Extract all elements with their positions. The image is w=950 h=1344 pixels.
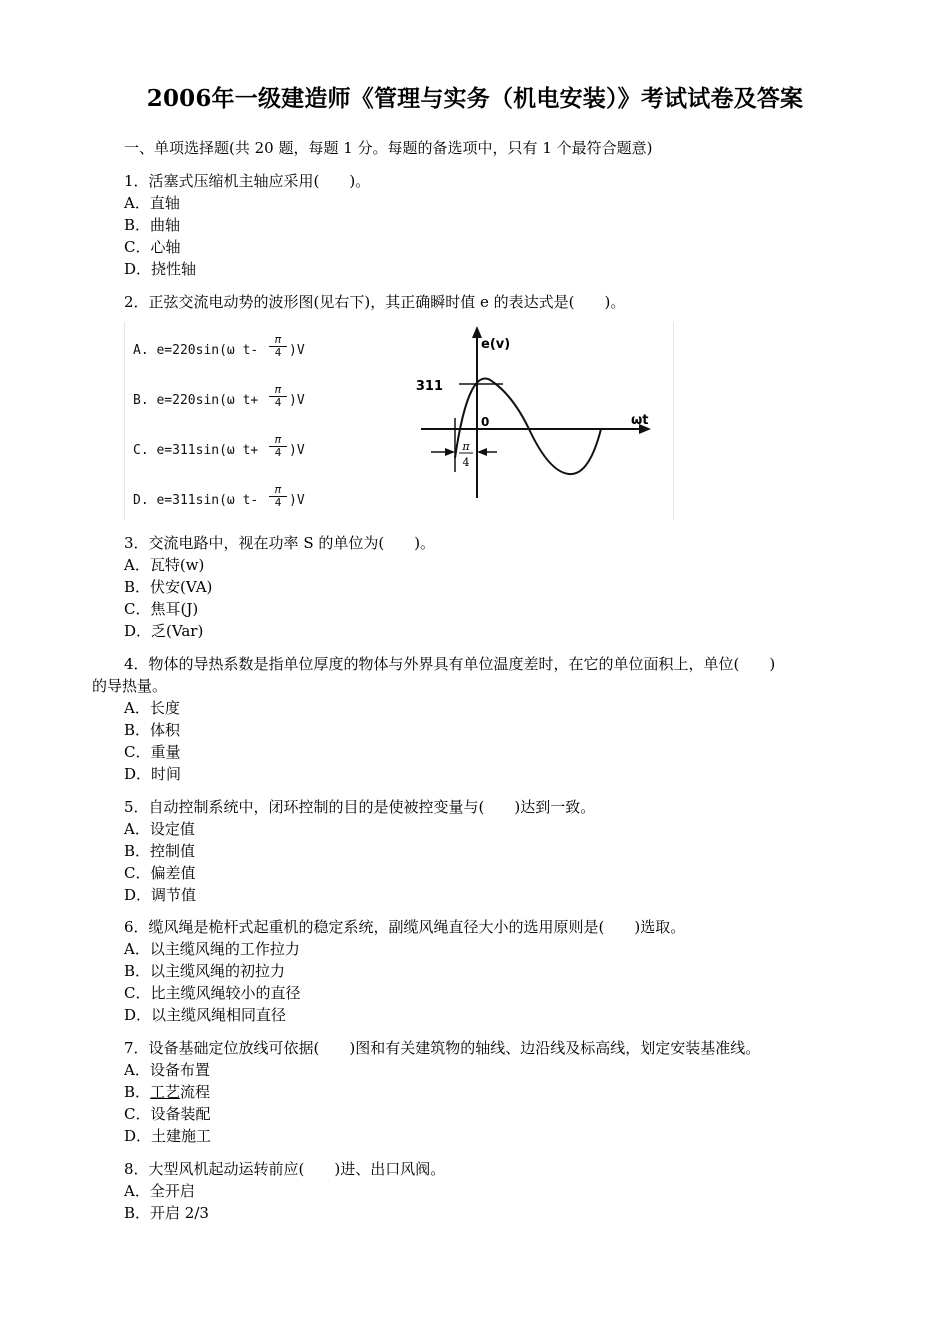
formula-label: B.	[133, 393, 149, 408]
question-2-stem: 2．正弦交流电动势的波形图(见右下)，其正确瞬时值 e 的表达式是( )。	[124, 293, 626, 311]
formula-tail: )V	[289, 443, 305, 458]
question-5-option-d: D．调节值	[124, 886, 197, 904]
formula-label: D.	[133, 493, 149, 508]
formula-expr: e=220sin(ω t+	[156, 393, 259, 408]
fraction-denominator: 4	[274, 446, 282, 459]
option-b-rest: 流程	[180, 1083, 211, 1101]
question-1-option-b: B．曲轴	[124, 216, 181, 234]
question-4-stem-continued: 的导热量。	[92, 677, 168, 695]
question-8-stem: 8．大型风机起动运转前应( )进、出口风阀。	[124, 1160, 446, 1178]
formula-tail: )V	[289, 393, 305, 408]
option-b-prefix: B．	[124, 1083, 151, 1101]
phase-numerator: π	[462, 440, 470, 453]
option-b-underlined-text: 工艺	[150, 1083, 181, 1101]
question-4-option-c: C．重量	[124, 743, 181, 761]
question-3-option-b: B．伏安(VA)	[124, 578, 213, 596]
question-6-option-b: B．以主缆风绳的初拉力	[124, 962, 286, 980]
question-3-option-c: C．焦耳(J)	[124, 600, 199, 618]
question-1-stem: 1．活塞式压缩机主轴应采用( )。	[124, 172, 371, 190]
question-7-option-d: D．土建施工	[124, 1127, 212, 1145]
formula-tail: )V	[289, 343, 305, 358]
question-8-option-a: A．全开启	[124, 1182, 195, 1200]
fraction-numerator: π	[269, 384, 287, 397]
section-heading: 一、单项选择题(共 20 题，每题 1 分。每题的备选项中，只有 1 个最符合题意)	[124, 139, 653, 157]
formula-expr: e=311sin(ω t-	[156, 493, 259, 508]
question-3-option-a: A．瓦特(w)	[124, 556, 205, 574]
formula-expr: e=311sin(ω t+	[156, 443, 259, 458]
y-axis-label: e(v)	[481, 337, 511, 352]
question-7-option-c: C．设备装配	[124, 1105, 211, 1123]
formula-expr: e=220sin(ω t-	[156, 343, 259, 358]
phase-denominator: 4	[462, 456, 470, 469]
sine-wave-graph	[125, 322, 673, 520]
question-4-option-b: B．体积	[124, 721, 181, 739]
question-3-stem: 3．交流电路中，视在功率 S 的单位为( )。	[124, 534, 436, 552]
phase-arrowhead-right	[477, 448, 487, 456]
question-6-stem: 6．缆风绳是桅杆式起重机的稳定系统，副缆风绳直径大小的选用原则是( )选取。	[124, 918, 686, 936]
question-4-stem: 4．物体的导热系数是指单位厚度的物体与外界具有单位温度差时，在它的单位面积上，单位( )	[124, 655, 776, 673]
fraction-denominator: 4	[274, 346, 282, 359]
formula-label: A.	[133, 343, 149, 358]
question-3-option-d: D．乏(Var)	[124, 622, 204, 640]
question-4-option-d: D．时间	[124, 765, 182, 783]
question-5-option-c: C．偏差值	[124, 864, 196, 882]
question-4-option-a: A．长度	[124, 699, 180, 717]
fraction-numerator: π	[269, 484, 287, 497]
origin-label: 0	[481, 415, 490, 429]
question-6-option-c: C．比主缆风绳较小的直径	[124, 984, 301, 1002]
question-1-option-c: C．心轴	[124, 238, 181, 256]
question-5-option-a: A．设定值	[124, 820, 195, 838]
question-5-option-b: B．控制值	[124, 842, 196, 860]
question-1-option-d: D．挠性轴	[124, 260, 197, 278]
question-7-option-a: A．设备布置	[124, 1061, 210, 1079]
question-7-option-b	[124, 1081, 210, 1103]
question-5-stem: 5．自动控制系统中，闭环控制的目的是使被控变量与( )达到一致。	[124, 798, 596, 816]
formula-label: C.	[133, 443, 149, 458]
question-7-stem: 7．设备基础定位放线可依据( )图和有关建筑物的轴线、边沿线及标高线，划定安装基准线。	[124, 1039, 761, 1057]
fraction-numerator: π	[269, 434, 287, 447]
question-1-option-a: A．直轴	[124, 194, 180, 212]
question-2-figure	[124, 322, 674, 520]
phase-arrowhead-left	[445, 448, 455, 456]
question-8-option-b: B．开启 2/3	[124, 1204, 209, 1222]
page-title: 2006年一级建造师《管理与实务（机电安装）》考试试卷及答案	[146, 85, 804, 112]
question-6-option-a: A．以主缆风绳的工作拉力	[124, 940, 300, 958]
fraction-denominator: 4	[274, 396, 282, 409]
question-6-option-d: D．以主缆风绳相同直径	[124, 1006, 287, 1024]
fraction-denominator: 4	[274, 496, 282, 509]
x-axis-label: ωt	[631, 413, 649, 428]
formula-tail: )V	[289, 493, 305, 508]
peak-label: 311	[415, 379, 443, 394]
fraction-numerator: π	[269, 334, 287, 347]
